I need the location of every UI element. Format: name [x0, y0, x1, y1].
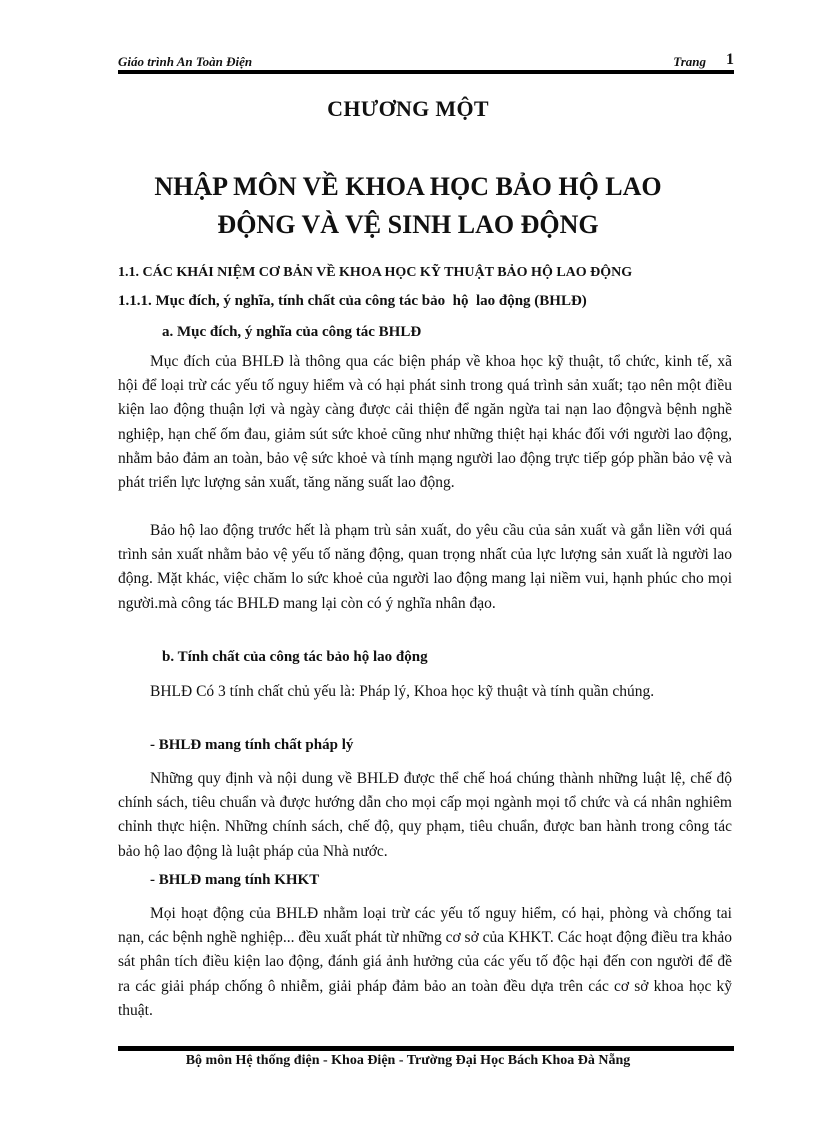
- subheading-a: a. Mục đích, ý nghĩa của công tác BHLĐ: [162, 324, 422, 340]
- chapter-title-line: ĐỘNG VÀ VỆ SINH LAO ĐỘNG: [217, 210, 599, 239]
- section-heading-1-1-1: 1.1.1. Mục đích, ý nghĩa, tính chất của công tác bảo hộ lao động (BHLĐ): [118, 293, 587, 309]
- paragraph-purpose: Mục đích của BHLĐ là thông qua các biện pháp về khoa học kỹ thuật, tổ chức, kinh tế, xã hội để loại trừ các yếu tố nguy hiểm và có hại phát sinh trong quá trình sản xuất; tạo nên một điều kiện lao động thuận lợi và ngày càng được cải thiện để ngăn ngừa tai nạn lao độngvà bệnh nghề nghiệp, hạn chế ốm đau, giảm sút sức khoẻ cũng như những thiệt hại khác đối với người lao động, nhằm bảo đảm an toàn, bảo vệ sức khoẻ và tính mạng người lao động trực tiếp góp phần bảo vệ và phát triển lực lượng sản xuất, tăng năng suất lao động.: [118, 353, 732, 492]
- paragraph-khkt: Mọi hoạt động của BHLĐ nhằm loại trừ các yếu tố nguy hiểm, có hại, phòng và chống tai nạn, các bệnh nghề nghiệp... đều xuất phát từ những cơ sở của KHKT. Các hoạt động điều tra khảo sát phân tích điều kiện lao động, đánh giá ảnh hưởng của các yếu tố độc hại đến con người để đề ra các giải pháp chống ô nhiễm, giải pháp đảm bảo an toàn đều dựa trên các cơ sở khoa học kỹ thuật.: [118, 905, 732, 1019]
- paragraph-legal: Những quy định và nội dung về BHLĐ được thể chế hoá chúng thành những luật lệ, chế độ chính sách, tiêu chuẩn và được hướng dẫn cho mọi cấp mọi ngành mọi tổ chức và cá nhân nghiêm chỉnh thực hiện. Những chính sách, chế độ, quy phạm, tiêu chuẩn, được ban hành trong công tác bảo hộ lao động là luật pháp của Nhà nước.: [118, 770, 732, 860]
- paragraph-properties: BHLĐ Có 3 tính chất chủ yếu là: Pháp lý, Khoa học kỹ thuật và tính quần chúng.: [150, 683, 655, 700]
- header-page-label: Trang: [673, 54, 706, 69]
- subheading-khkt: - BHLĐ mang tính KHKT: [150, 872, 320, 888]
- chapter-title: [0, 168, 816, 244]
- header-rule: [118, 70, 734, 74]
- paragraph-meaning: Bảo hộ lao động trước hết là phạm trù sản xuất, do yêu cầu của sản xuất và gắn liền với quá trình sản xuất nhằm bảo vệ yếu tố năng động, quan trọng nhất của lực lượng sản xuất là người lao động. Mặt khác, việc chăm lo sức khoẻ của người lao động mang lại niềm vui, hạnh phúc cho mọi người.mà công tác BHLĐ mang lại còn có ý nghĩa nhân đạo.: [118, 522, 732, 612]
- chapter-title-line: NHẬP MÔN VỀ KHOA HỌC BẢO HỘ LAO: [154, 172, 662, 201]
- chapter-heading: CHƯƠNG MỘT: [327, 96, 489, 121]
- subheading-b: b. Tính chất của công tác bảo hộ lao động: [162, 649, 428, 665]
- header-book-title: Giáo trình An Toàn Điện: [118, 54, 253, 69]
- footer-rule: [118, 1046, 734, 1051]
- page-footer: Bộ môn Hệ thống điện - Khoa Điện - Trường Đại Học Bách Khoa Đà Nẵng: [185, 1053, 631, 1068]
- subheading-legal: - BHLĐ mang tính chất pháp lý: [150, 737, 354, 753]
- header-page-number: 1: [726, 51, 734, 68]
- section-heading-1-1: 1.1. CÁC KHÁI NIỆM CƠ BẢN VỀ KHOA HỌC KỸ THUẬT BẢO HỘ LAO ĐỘNG: [118, 265, 633, 280]
